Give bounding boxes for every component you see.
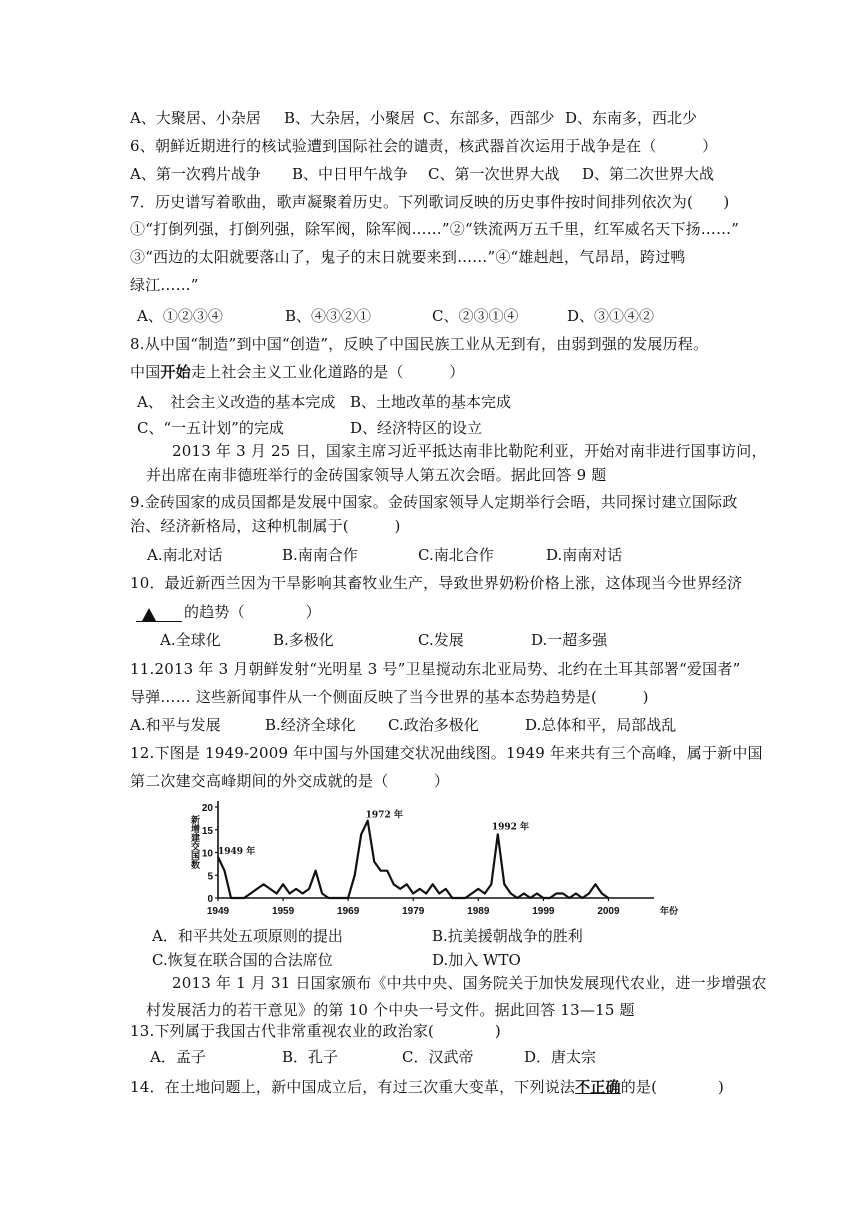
q10-option-a[interactable]: A.全球化 — [160, 631, 221, 649]
q13-intro-2: 村发展活力的若干意见》的第 10 个中央一号文件。据此回答 13—15 题 — [146, 1001, 635, 1019]
q6-option-c[interactable]: C、第一次世界大战 — [428, 165, 560, 183]
data-point — [282, 884, 284, 886]
q13-intro-1: 2013 年 1 月 31 日国家颁布《中共中央、国务院关于加快发展现代农业，进一步增强农 — [172, 974, 767, 992]
x-tick-label: 1999 — [532, 906, 555, 917]
data-point — [510, 893, 512, 895]
q5-option-b[interactable]: B、大杂居，小聚居 — [284, 109, 416, 127]
q7-stem: 7．历史谱写着歌曲，歌声凝聚着历史。下列歌词反映的历史事件按时间排列依次为( ) — [130, 193, 730, 211]
q12-option-c[interactable]: C.恢复在联合国的合法席位 — [152, 951, 333, 969]
q10-stem-2-text: 的趋势（ ） — [184, 603, 321, 621]
q9-option-b[interactable]: B.南南合作 — [282, 546, 358, 564]
q10-option-c[interactable]: C.发展 — [418, 631, 464, 649]
data-point — [250, 893, 252, 895]
q5-option-c[interactable]: C、东部多，西部少 — [423, 109, 555, 127]
q6-stem: 6、朝鲜近期进行的核试验遭到国际社会的谴责，核武器首次运用于战争是在（ ） — [130, 137, 718, 155]
data-point — [608, 897, 610, 899]
data-point — [451, 897, 453, 899]
data-point — [224, 870, 226, 872]
q9-option-d[interactable]: D.南南对话 — [546, 546, 623, 564]
data-point — [549, 897, 551, 899]
q9-intro-1: 2013 年 3 月 25 日，国家主席习近平抵达南非比勒陀利亚，开始对南非进行国事访问， — [172, 442, 767, 460]
q6-option-b[interactable]: B、中日甲午战争 — [292, 165, 409, 183]
data-point — [302, 893, 304, 895]
x-tick-label: 1979 — [402, 906, 425, 917]
y-tick-label: 15 — [201, 825, 213, 837]
data-point — [230, 897, 232, 899]
q12-option-d[interactable]: D.加入 WTO — [432, 951, 521, 969]
q12-option-b[interactable]: B.抗美援朝战争的胜利 — [432, 927, 583, 945]
data-point — [315, 870, 317, 872]
q8-stem-2 — [130, 362, 464, 382]
q12-option-a[interactable]: A．和平共处五项原则的提出 — [152, 927, 343, 945]
data-point — [471, 893, 473, 895]
q8-option-d[interactable]: D、经济特区的设立 — [350, 419, 483, 437]
q9-option-a[interactable]: A.南北对话 — [147, 546, 223, 564]
data-point — [321, 893, 323, 895]
q8-option-c[interactable]: C、“一五计划”的完成 — [137, 419, 284, 437]
data-point — [289, 893, 291, 895]
q6-option-a[interactable]: A、第一次鸦片战争 — [130, 165, 261, 183]
data-point — [556, 893, 558, 895]
q8-text-end: 走上社会主义工业化道路的是（ ） — [190, 363, 465, 381]
q5-option-d[interactable]: D、东南多，西北少 — [565, 109, 698, 127]
q7-option-d[interactable]: D、③①④② — [567, 307, 655, 325]
y-axis-label: 新增建交国数 — [189, 815, 199, 869]
data-point — [432, 884, 434, 886]
data-point — [477, 888, 479, 890]
q10-stem-2 — [136, 602, 321, 622]
series-line — [218, 821, 608, 898]
data-point — [438, 893, 440, 895]
q10-stem-1: 10．最近新西兰因为干旱影响其畜牧业生产，导致世界奶粉价格上涨，这体现当今世界经济 — [130, 574, 743, 592]
data-point — [386, 870, 388, 872]
q8-stem-1: 8.从中国“制造”到中国“创造”，反映了中国民族工业从无到有，由弱到强的发展历程。 — [130, 335, 709, 353]
diplomatic-relations-chart — [189, 793, 679, 917]
q12-stem-1: 12.下图是 1949-2009 年中国与外国建交状况曲线图。1949 年来共有三个高峰，属于新中国 — [130, 744, 763, 762]
x-tick-label: 1949 — [206, 906, 230, 917]
q13-option-b[interactable]: B．孔子 — [282, 1048, 339, 1066]
q11-stem-2: 导弹…… 这些新闻事件从一个侧面反映了当今世界的基本态势趋势是( ) — [130, 688, 649, 706]
data-point — [256, 888, 258, 890]
data-point — [517, 897, 519, 899]
q5-option-a[interactable]: A、大聚居、小杂居 — [130, 109, 261, 127]
q13-option-a[interactable]: A．孟子 — [150, 1048, 206, 1066]
data-point — [504, 884, 506, 886]
data-point — [399, 888, 401, 890]
data-point — [582, 897, 584, 899]
data-point — [360, 834, 362, 836]
y-tick-label: 5 — [207, 871, 213, 883]
data-point — [497, 834, 499, 836]
q12-stem-2: 第二次建交高峰期间的外交成就的是（ ） — [130, 772, 450, 790]
data-point — [243, 897, 245, 899]
q9-intro-2: 并出席在南非德班举行的金砖国家领导人第五次会晤。据此回答 9 题 — [146, 466, 607, 484]
data-point — [569, 897, 571, 899]
q11-option-c[interactable]: C.政治多极化 — [388, 716, 479, 734]
data-point — [263, 884, 265, 886]
x-tick-label: 2009 — [597, 906, 620, 917]
data-point — [328, 897, 330, 899]
q7-lyrics-3: 绿江……” — [130, 276, 199, 294]
x-tick-label: 1989 — [467, 906, 490, 917]
q14-text: 14．在土地问题上，新中国成立后，有过三次重大变革，下列说法 — [130, 1078, 576, 1096]
data-point — [412, 893, 414, 895]
q10-option-b[interactable]: B.多极化 — [273, 631, 334, 649]
data-point — [347, 897, 349, 899]
data-point — [484, 893, 486, 895]
data-point — [595, 884, 597, 886]
q13-option-d[interactable]: D．唐太宗 — [524, 1048, 597, 1066]
data-point — [308, 888, 310, 890]
data-point — [295, 888, 297, 890]
data-point — [354, 874, 356, 876]
x-tick-label: 1959 — [271, 906, 295, 917]
y-tick-label: 20 — [201, 803, 213, 814]
data-point — [523, 893, 525, 895]
q14-stem — [130, 1077, 724, 1097]
peak-annotation: 1972 年 — [365, 810, 403, 821]
data-point — [464, 897, 466, 899]
data-point — [601, 893, 603, 895]
q8-option-b[interactable]: B、土地改革的基本完成 — [350, 393, 512, 411]
q7-lyrics-1: ①“打倒列强，打倒列强，除军阀，除军阀……”②“铁流两万五千里，红军威名天下扬……” — [130, 220, 740, 238]
data-point — [530, 897, 532, 899]
q14-emphasis: 不正确 — [575, 1078, 621, 1096]
data-point — [341, 897, 343, 899]
data-point — [393, 884, 395, 886]
q9-option-c[interactable]: C.南北合作 — [418, 546, 494, 564]
q9-stem-2: 治、经济新格局，这种机制属于( ) — [130, 517, 401, 535]
x-tick-label: 1969 — [337, 906, 360, 917]
data-point — [536, 893, 538, 895]
q7-option-a[interactable]: A、①②③④ — [137, 307, 223, 325]
triangle-marker-icon — [142, 608, 156, 621]
peak-annotation: 1992 年 — [491, 822, 530, 833]
y-tick-label: 10 — [201, 848, 213, 860]
q11-stem-1: 11.2013 年 3 月朝鲜发射“光明星 3 号”卫星搅动东北亚局势、北约在土耳其部署“爱国者” — [130, 660, 741, 678]
data-point — [491, 884, 493, 886]
data-point — [543, 897, 545, 899]
x-axis-label: 年份 — [660, 907, 679, 917]
q7-option-b[interactable]: B、④③②① — [285, 307, 372, 325]
q7-lyrics-2: ③“西边的太阳就要落山了，鬼子的末日就要来到……”④“雄赳赳，气昂昂，跨过鸭 — [130, 248, 686, 266]
data-point — [237, 897, 239, 899]
data-point — [406, 884, 408, 886]
peak-annotation: 1949 年 — [218, 847, 256, 858]
q13-stem: 13.下列属于我国古代非常重视农业的政治家( ) — [130, 1022, 501, 1040]
q8-emphasis: 开始 — [160, 363, 191, 381]
data-point — [276, 893, 278, 895]
data-point — [373, 861, 375, 863]
q11-option-a[interactable]: A.和平与发展 — [130, 716, 221, 734]
q11-option-d[interactable]: D.总体和平，局部战乱 — [525, 716, 677, 734]
q13-option-c[interactable]: C．汉武帝 — [402, 1048, 474, 1066]
data-point — [562, 893, 564, 895]
data-point — [380, 870, 382, 872]
data-point — [425, 893, 427, 895]
q11-option-b[interactable]: B.经济全球化 — [265, 716, 356, 734]
q10-answer-blank[interactable] — [136, 605, 182, 622]
data-point — [334, 897, 336, 899]
q8-option-a[interactable]: A、 社会主义改造的基本完成 — [137, 393, 336, 411]
q10-option-d[interactable]: D.一超多强 — [531, 631, 608, 649]
q9-stem-1: 9.金砖国家的成员国都是发展中国家。金砖国家领导人定期举行会晤，共同探讨建立国际政 — [130, 493, 738, 511]
data-point — [575, 893, 577, 895]
q6-option-d[interactable]: D、第二次世界大战 — [582, 165, 715, 183]
y-tick-label: 0 — [207, 894, 213, 905]
data-point — [419, 888, 421, 890]
q14-text-end: 的是( ) — [620, 1078, 725, 1096]
q8-text: 中国 — [130, 363, 161, 381]
data-point — [269, 888, 271, 890]
data-point — [588, 893, 590, 895]
data-point — [445, 888, 447, 890]
data-point — [458, 897, 460, 899]
q7-option-c[interactable]: C、②③①④ — [432, 307, 519, 325]
